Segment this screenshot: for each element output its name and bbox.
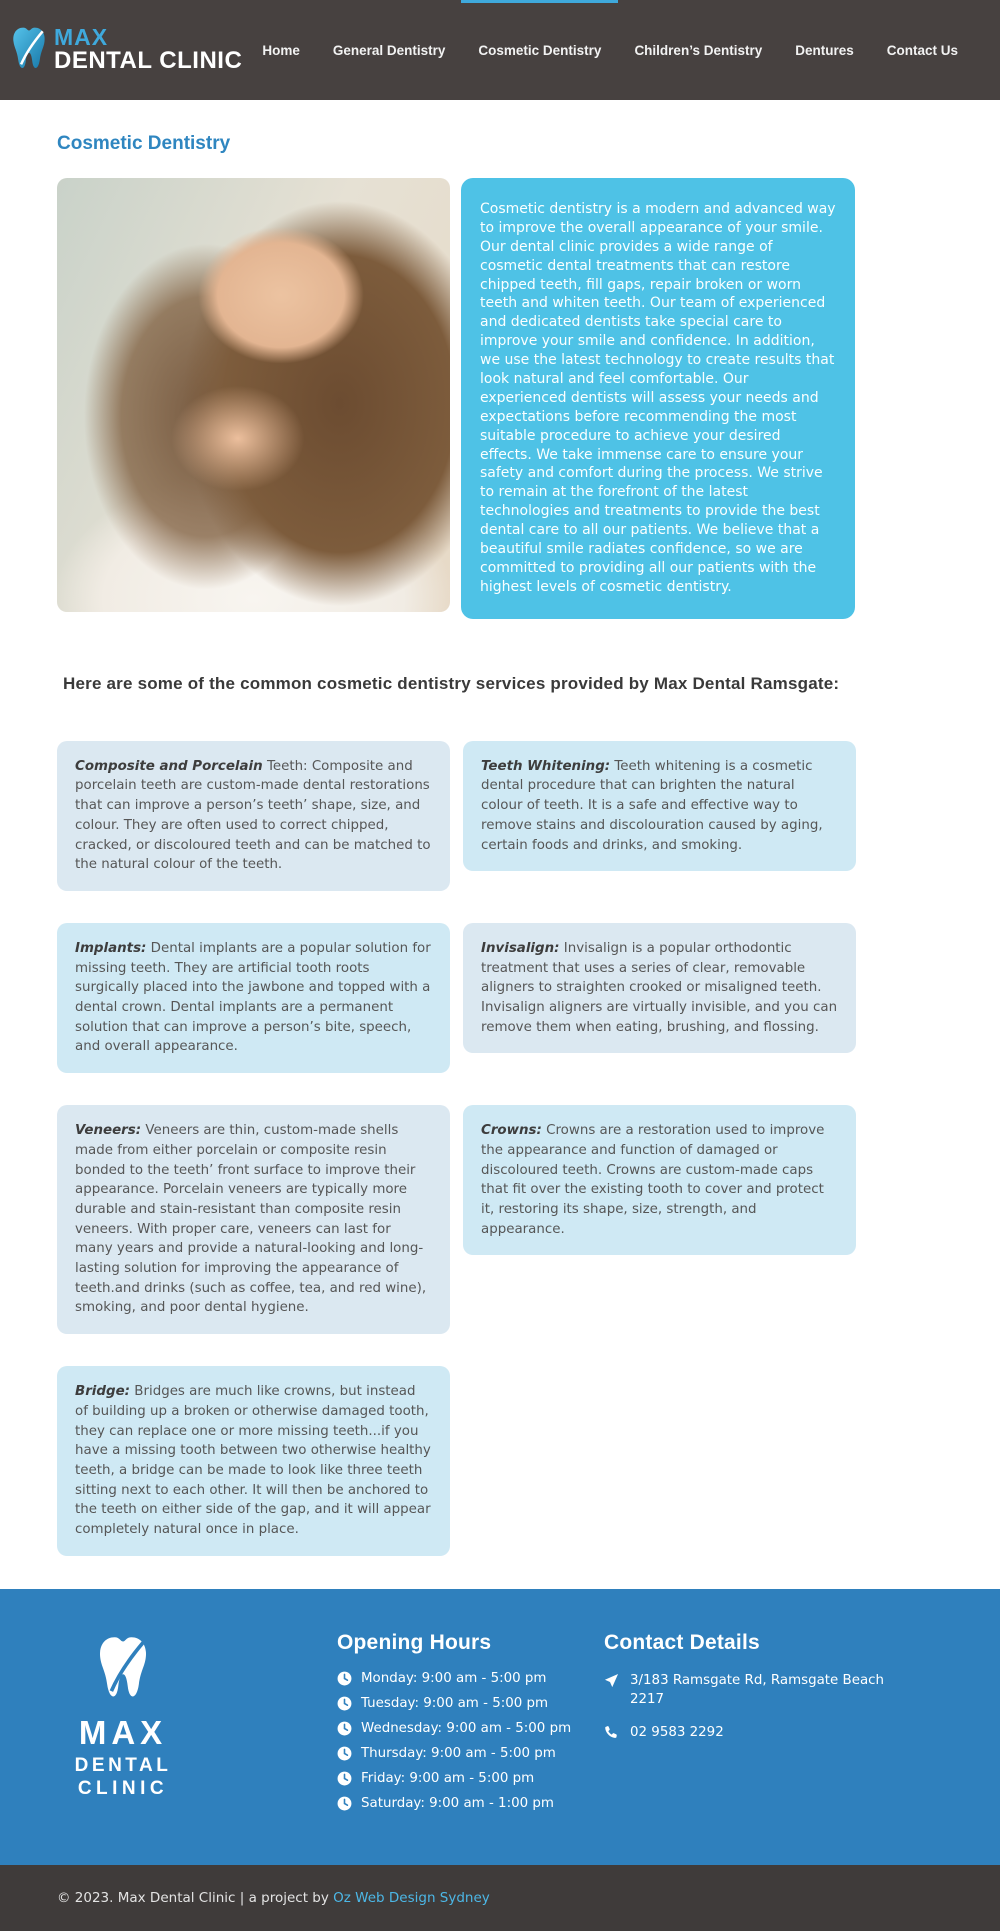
- opening-hours-list: [337, 1671, 604, 1811]
- phone-icon: [604, 1725, 619, 1740]
- logo-line2: DENTAL CLINIC: [54, 47, 243, 75]
- clock-icon: [337, 1671, 352, 1686]
- clock-icon: [337, 1771, 352, 1786]
- hours-text: Monday: 9:00 am - 5:00 pm: [361, 1670, 547, 1686]
- hours-text: Friday: 9:00 am - 5:00 pm: [361, 1770, 535, 1786]
- service-card-text: Teeth whitening is a cosmetic dental procedure that can brighten the natural colour of teeth. It is a safe and effective way to remove stains and discolouration caused by aging, certain foods and drinks, and smoking.: [481, 758, 823, 853]
- service-card-bridge: [57, 1366, 450, 1556]
- hours-text: Tuesday: 9:00 am - 5:00 pm: [361, 1695, 549, 1711]
- logo-text: [54, 26, 242, 74]
- clock-icon: [337, 1721, 352, 1736]
- logo-line1: MAX: [54, 24, 109, 51]
- address-text: 3/183 Ramsgate Rd, Ramsgate Beach 2217: [630, 1672, 885, 1708]
- clock-icon: [337, 1696, 352, 1711]
- footer-logo-line3: CLINIC: [77, 1777, 169, 1799]
- intro-section: [57, 178, 943, 619]
- service-card-title: Veneers:: [75, 1123, 142, 1139]
- hours-item: [337, 1771, 604, 1786]
- nav-item-general-dentistry[interactable]: General Dentistry: [332, 42, 446, 58]
- nav-item-home[interactable]: Home: [262, 42, 300, 58]
- hours-text: Saturday: 9:00 am - 1:00 pm: [361, 1795, 554, 1811]
- service-card-title: Implants:: [75, 940, 147, 956]
- hours-item: [337, 1796, 604, 1811]
- clock-icon: [337, 1746, 352, 1761]
- copyright-text: © 2023. Max Dental Clinic | a project by: [57, 1889, 334, 1906]
- oz-web-design-link[interactable]: Oz Web Design Sydney: [333, 1889, 490, 1906]
- service-card-text: Invisalign is a popular orthodontic treatment that uses a series of clear, removable aligners to straighten crooked or misaligned teeth. Invisalign aligners are virtually invisible, and you can remove them when eating, brushing, and flossing.: [481, 940, 838, 1035]
- service-card-title: Invisalign:: [481, 940, 560, 956]
- phone-text: 02 9583 2292: [630, 1724, 724, 1740]
- hours-text: Thursday: 9:00 am - 5:00 pm: [361, 1745, 556, 1761]
- main-content: [0, 133, 1000, 1556]
- service-card-implants: [57, 923, 450, 1073]
- copyright-bar: [0, 1865, 1000, 1931]
- hours-item: [337, 1671, 604, 1686]
- contact-details-column: [604, 1631, 943, 1821]
- services-heading: Here are some of the common cosmetic dentistry services provided by Max Dental Ramsgate:: [63, 673, 840, 693]
- hours-text: Wednesday: 9:00 am - 5:00 pm: [361, 1720, 572, 1736]
- phone-row[interactable]: [604, 1723, 943, 1742]
- service-card-title: Teeth Whitening:: [481, 758, 611, 774]
- hours-item: [337, 1696, 604, 1711]
- service-card-text: Bridges are much like crowns, but instead of building up a broken or otherwise damaged tooth, they can replace one or more missing teeth...if you have a missing tooth between two otherwise healthy teeth, a bridge can be made to look like three teeth sitting next to each other. It will then be anchored to the teeth on either side of the gap, and it will appear completely natural once in place.: [75, 1384, 431, 1538]
- location-arrow-icon: [604, 1673, 619, 1688]
- service-card-crowns: [463, 1105, 856, 1255]
- service-card-composite-porcelain: [57, 741, 450, 891]
- footer-logo: [63, 1631, 183, 1821]
- hours-item: [337, 1746, 604, 1761]
- main-nav: [262, 0, 958, 100]
- address-row: [604, 1671, 943, 1710]
- site-header: [0, 0, 1000, 100]
- opening-hours-column: [337, 1631, 604, 1821]
- service-card-title: Bridge:: [75, 1384, 131, 1400]
- service-card-veneers: [57, 1105, 450, 1334]
- nav-item-contact-us[interactable]: Contact Us: [886, 42, 958, 58]
- intro-text-box: Cosmetic dentistry is a modern and advanced way to improve the overall appearance of your smile. Our dental clinic provides a wide range of cosmetic dental treatments that can restore chipped teeth, fill gaps, repair broken or worn teeth and whiten teeth. Our team of experienced and dedicated dentists take special care to improve your smile and confidence. In addition, we use the latest technology to create results that look natural and feel comfortable. Our experienced dentists will assess your needs and expectations before recommending the most suitable procedure to achieve your desired effects. We take immense care to ensure your safety and comfort during the process. We strive to remain at the forefront of the latest technologies and treatments to provide the best dental care to all our patients. We believe that a beautiful smile radiates confidence, so we are committed to providing all our patients with the highest levels of cosmetic dentistry.: [461, 178, 855, 619]
- service-card-title: Composite and Porcelain: [75, 758, 263, 774]
- tooth-logo-icon: [11, 24, 47, 76]
- footer-logo-line1: MAX: [78, 1713, 168, 1751]
- services-cards: [57, 741, 943, 1556]
- nav-item-dentures[interactable]: Dentures: [795, 42, 854, 58]
- service-card-teeth-whitening: [463, 741, 856, 872]
- service-card-text: Veneers are thin, custom-made shells made from either porcelain or composite resin bonded to the teeth’ front surface to improve their appearance. Porcelain veneers are typically more durable and stain-resistant than composite resin veneers. With proper care, veneers can last for many years and provide a natural-looking and long-lasting solution for improving the appearance of teeth.and drinks (such as coffee, tea, and red wine), smoking, and poor dental hygiene.: [75, 1123, 427, 1316]
- nav-item-childrens-dentistry[interactable]: Children’s Dentistry: [634, 42, 763, 58]
- opening-hours-title: Opening Hours: [337, 1630, 492, 1654]
- service-card-text: Dental implants are a popular solution for missing teeth. They are artificial tooth roots surgically placed into the jawbone and topped with a dental crown. Dental implants are a permanent solution that can improve a person’s bite, speech, and overall appearance.: [75, 940, 431, 1055]
- cosmetic-dentistry-photo: [57, 178, 450, 612]
- footer-tooth-logo-icon: [96, 1633, 150, 1707]
- logo[interactable]: [0, 0, 242, 100]
- service-card-title: Crowns:: [481, 1123, 542, 1139]
- clock-icon: [337, 1796, 352, 1811]
- nav-item-cosmetic-dentistry[interactable]: Cosmetic Dentistry: [478, 0, 601, 100]
- site-footer: [0, 1589, 1000, 1865]
- page-title: Cosmetic Dentistry: [57, 133, 231, 154]
- hours-item: [337, 1721, 604, 1736]
- footer-logo-line2: DENTAL: [74, 1755, 172, 1777]
- service-card-text: Teeth: Composite and porcelain teeth are custom-made dental restorations that can improve a person’s teeth’ shape, size, and colour. They are often used to correct chipped, cracked, or discoloured teeth and can be matched to the natural colour of the teeth.: [75, 758, 431, 873]
- contact-details-title: Contact Details: [604, 1630, 760, 1654]
- service-card-invisalign: [463, 923, 856, 1054]
- service-card-text: Crowns are a restoration used to improve the appearance and function of damaged or discoloured teeth. Crowns are custom-made caps that fit over the existing tooth to cover and protect it, restoring its shape, size, strength, and appearance.: [481, 1123, 825, 1237]
